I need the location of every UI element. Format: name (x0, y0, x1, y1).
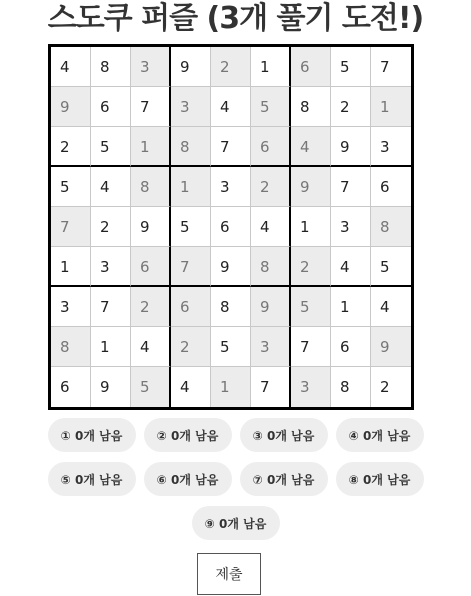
sudoku-cell-filled[interactable]: 4 (171, 367, 211, 407)
sudoku-cell-filled[interactable]: 6 (331, 327, 371, 367)
sudoku-cell-given: 2 (211, 47, 251, 87)
sudoku-cell-filled[interactable]: 7 (251, 367, 291, 407)
sudoku-cell-given: 8 (251, 247, 291, 287)
number-counters (0, 418, 471, 550)
sudoku-cell-given: 8 (51, 327, 91, 367)
sudoku-cell-filled[interactable]: 8 (331, 367, 371, 407)
sudoku-cell-filled[interactable]: 7 (331, 167, 371, 207)
sudoku-cell-filled[interactable]: 4 (131, 327, 171, 367)
sudoku-cell-filled[interactable]: 5 (51, 167, 91, 207)
sudoku-cell-given: 2 (171, 327, 211, 367)
sudoku-cell-given: 5 (131, 367, 171, 407)
sudoku-cell-filled[interactable]: 2 (51, 127, 91, 167)
sudoku-cell-filled[interactable]: 5 (91, 127, 131, 167)
sudoku-cell-filled[interactable]: 6 (371, 167, 411, 207)
sudoku-cell-filled[interactable]: 6 (211, 207, 251, 247)
sudoku-cell-given: 8 (131, 167, 171, 207)
sudoku-cell-given: 5 (251, 87, 291, 127)
sudoku-cell-filled[interactable]: 1 (51, 247, 91, 287)
sudoku-cell-filled[interactable]: 7 (371, 47, 411, 87)
sudoku-cell-filled[interactable]: 4 (91, 167, 131, 207)
sudoku-cell-given: 2 (251, 167, 291, 207)
counter-3[interactable]: ③ 0개 남음 (240, 418, 328, 452)
counter-row-2 (0, 462, 471, 496)
sudoku-cell-filled[interactable]: 9 (171, 47, 211, 87)
submit-button[interactable]: 제출 (197, 553, 261, 595)
counter-row-3 (0, 506, 471, 540)
sudoku-cell-given: 3 (131, 47, 171, 87)
sudoku-cell-given: 2 (291, 247, 331, 287)
counter-6[interactable]: ⑥ 0개 남음 (144, 462, 232, 496)
counter-8[interactable]: ⑧ 0개 남음 (336, 462, 424, 496)
sudoku-cell-filled[interactable]: 1 (331, 287, 371, 327)
sudoku-board (48, 44, 414, 410)
counter-9[interactable]: ⑨ 0개 남음 (192, 506, 280, 540)
sudoku-cell-filled[interactable]: 2 (371, 367, 411, 407)
sudoku-cell-filled[interactable]: 9 (131, 207, 171, 247)
counter-4[interactable]: ④ 0개 남음 (336, 418, 424, 452)
sudoku-cell-filled[interactable]: 9 (331, 127, 371, 167)
sudoku-cell-given: 4 (291, 127, 331, 167)
sudoku-cell-given: 6 (171, 287, 211, 327)
sudoku-cell-filled[interactable]: 5 (331, 47, 371, 87)
sudoku-cell-given: 9 (371, 327, 411, 367)
sudoku-cell-filled[interactable]: 9 (211, 247, 251, 287)
sudoku-cell-filled[interactable]: 6 (91, 87, 131, 127)
sudoku-cell-given: 8 (171, 127, 211, 167)
sudoku-cell-filled[interactable]: 1 (291, 207, 331, 247)
sudoku-cell-given: 2 (131, 287, 171, 327)
sudoku-cell-given: 6 (251, 127, 291, 167)
sudoku-cell-filled[interactable]: 3 (371, 127, 411, 167)
sudoku-cell-given: 9 (291, 167, 331, 207)
sudoku-cell-filled[interactable]: 4 (371, 287, 411, 327)
sudoku-cell-given: 3 (251, 327, 291, 367)
sudoku-cell-filled[interactable]: 4 (51, 47, 91, 87)
sudoku-cell-filled[interactable]: 8 (91, 47, 131, 87)
sudoku-cell-given: 1 (171, 167, 211, 207)
sudoku-cell-filled[interactable]: 4 (211, 87, 251, 127)
sudoku-cell-filled[interactable]: 6 (51, 367, 91, 407)
sudoku-cell-given: 3 (171, 87, 211, 127)
sudoku-cell-given: 1 (131, 127, 171, 167)
sudoku-cell-filled[interactable]: 4 (251, 207, 291, 247)
counter-7[interactable]: ⑦ 0개 남음 (240, 462, 328, 496)
sudoku-cell-given: 7 (51, 207, 91, 247)
page-title: 스도쿠 퍼즐 (3개 풀기 도전!) (47, 1, 424, 36)
sudoku-cell-filled[interactable]: 9 (91, 367, 131, 407)
sudoku-cell-filled[interactable]: 4 (331, 247, 371, 287)
sudoku-cell-given: 1 (371, 87, 411, 127)
sudoku-cell-filled[interactable]: 3 (331, 207, 371, 247)
sudoku-cell-given: 1 (211, 367, 251, 407)
sudoku-cell-filled[interactable]: 7 (291, 327, 331, 367)
sudoku-cell-filled[interactable]: 5 (171, 207, 211, 247)
sudoku-cell-given: 5 (291, 287, 331, 327)
sudoku-cell-filled[interactable]: 8 (291, 87, 331, 127)
counter-row-1 (0, 418, 471, 452)
sudoku-cell-given: 3 (291, 367, 331, 407)
counter-2[interactable]: ② 0개 남음 (144, 418, 232, 452)
counter-5[interactable]: ⑤ 0개 남음 (48, 462, 136, 496)
sudoku-cell-given: 6 (291, 47, 331, 87)
sudoku-cell-filled[interactable]: 5 (211, 327, 251, 367)
sudoku-cell-given: 9 (251, 287, 291, 327)
sudoku-cell-given: 7 (171, 247, 211, 287)
sudoku-cell-filled[interactable]: 7 (91, 287, 131, 327)
counter-1[interactable]: ① 0개 남음 (48, 418, 136, 452)
sudoku-cell-filled[interactable]: 1 (251, 47, 291, 87)
sudoku-cell-given: 6 (131, 247, 171, 287)
sudoku-cell-filled[interactable]: 7 (131, 87, 171, 127)
sudoku-cell-filled[interactable]: 3 (211, 167, 251, 207)
sudoku-cell-filled[interactable]: 3 (51, 287, 91, 327)
sudoku-cell-filled[interactable]: 7 (211, 127, 251, 167)
sudoku-cell-given: 9 (51, 87, 91, 127)
sudoku-cell-filled[interactable]: 8 (211, 287, 251, 327)
sudoku-cell-filled[interactable]: 2 (331, 87, 371, 127)
sudoku-cell-given: 8 (371, 207, 411, 247)
sudoku-cell-filled[interactable]: 5 (371, 247, 411, 287)
sudoku-cell-filled[interactable]: 3 (91, 247, 131, 287)
sudoku-cell-filled[interactable]: 2 (91, 207, 131, 247)
sudoku-cell-filled[interactable]: 1 (91, 327, 131, 367)
